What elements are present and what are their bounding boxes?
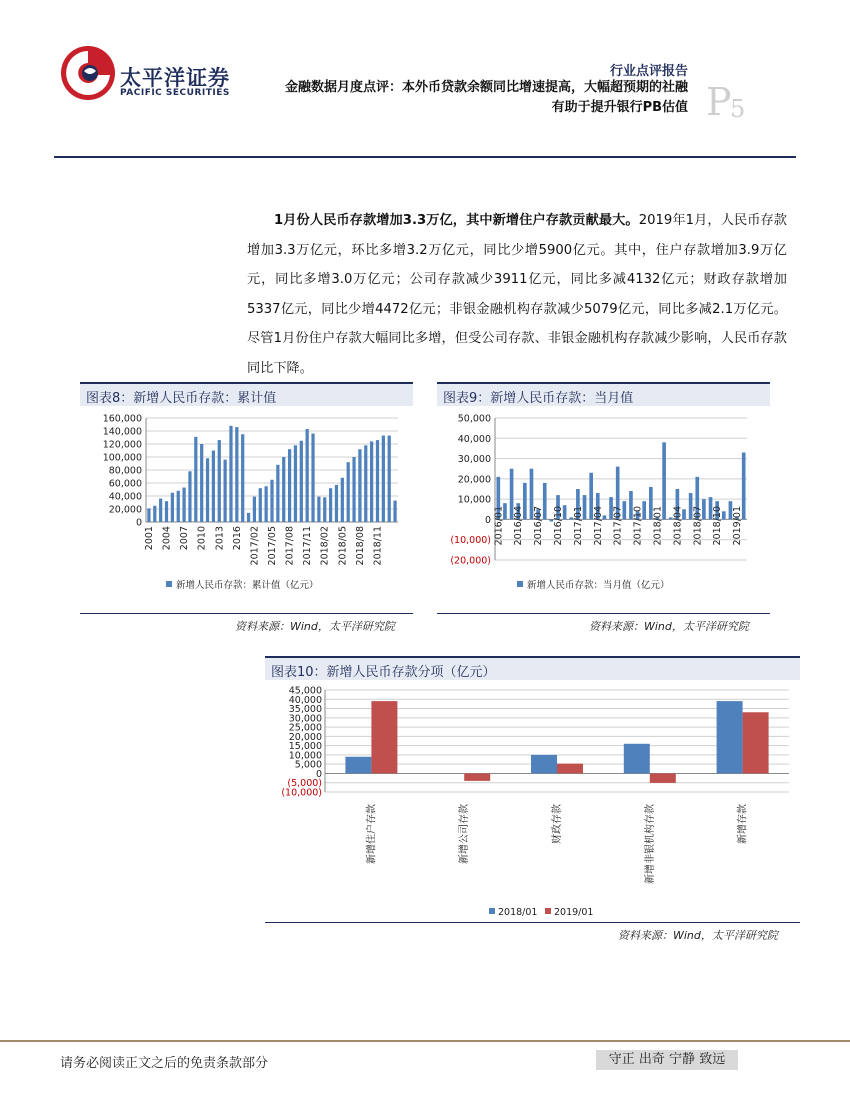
body-paragraph [247,206,787,383]
chart8-bar [241,434,244,522]
chart10-bar-s2 [371,701,397,773]
chart10-bar-s1 [717,701,743,773]
chart10-bar-s2 [557,764,583,774]
chart10-ytick-label: 15,000 [288,741,322,753]
chart8-bar [200,444,203,522]
chart8-bar [317,497,320,522]
chart8-bar [182,488,185,522]
chart8-bar [276,465,279,522]
report-title-line2: 有助于提升银行PB估值 [551,100,688,115]
chart8-xtick-label: 2010 [196,526,208,551]
chart8-bar [311,434,314,522]
chart9-ytick-label: (20,000) [450,555,491,567]
chart8-bar [194,437,197,522]
chart9-source: 资料来源：Wind，太平洋研究院 [589,620,749,633]
chart9-ytick-label: 0 [484,514,491,526]
chart10-bar-s1 [531,755,557,774]
chart8-bar [282,457,285,522]
chart8-xtick-label: 2018/11 [372,526,384,566]
chart9-legend-swatch [517,581,523,587]
chart10-bar-s1 [624,744,650,774]
chart8-source: 资料来源：Wind，太平洋研究院 [235,620,395,633]
chart8-bar [294,445,297,522]
chart8-bar [382,436,385,522]
chart8-xtick-label: 2016 [231,526,243,551]
chart8-bar [388,436,391,522]
chart9-xtick-label: 2018/01 [652,506,664,546]
chart8-bar [335,485,338,522]
chart10-ytick-label: 30,000 [288,713,322,725]
report-title-line1: 金融数据月度点评：本外币贷款余额同比增速提高，大幅超预期的社融 [284,80,688,95]
chart8-bar [352,457,355,522]
chart8-bar [265,486,268,522]
chart9-xtick-label: 2018/10 [712,506,724,546]
chart10-legend-swatch [489,908,495,914]
logo-emblem [60,45,116,101]
chart9-ytick-label: 10,000 [457,494,491,506]
chart8-bar [159,499,162,522]
chart10-category-label: 新增存款 [737,804,749,844]
chart8-plot [80,406,413,609]
chart9-xtick-label: 2016/04 [513,506,525,546]
chart8-ytick-label: 40,000 [108,491,142,503]
chart8-xtick-label: 2018/02 [319,526,331,566]
chart8-bar [188,471,191,522]
body-text: 2019年1月，人民币存款增加3.3万亿元，环比多增3.2万亿元，同比少增5900亿元。其中，住户存款增加3.9万亿元，同比多增3.0万亿元；公司存款减少3911亿元，同比多减4132亿元；财政存款增加5337亿元，同比少增4472亿元；非银金融机构存款减少5079亿元，同比多减2.1万亿元。尽管1月份住户存款大幅同比多增，但受公司存款、非银金融机构存款减少影响，人民币存款同比下降。 [247,213,787,376]
chart8-bar [171,493,174,522]
chart8-xtick-label: 2017/11 [302,526,314,566]
chart8-xtick-label: 2007 [179,526,191,551]
chart8-legend-swatch [166,581,172,587]
chart9-legend-label: 新增人民币存款：当月值（亿元） [527,580,670,591]
chart8-rule [80,613,413,614]
chart9-ytick-label: 40,000 [457,433,491,445]
chart8-bar [218,440,221,522]
chart8-bar [165,501,168,522]
chart10-ytick-label: 10,000 [288,750,322,762]
chart8-title: 图表8：新增人民币存款：累计值 [80,382,413,406]
footer-motto: 守正 出奇 宁静 致远 [596,1050,738,1070]
chart8-bar [323,497,326,522]
chart9-xtick-label: 2017/07 [612,506,624,546]
chart10-bar-s2 [464,773,490,780]
chart10-legend-label: 2018/01 [498,907,538,918]
chart9-xtick-label: 2018/04 [672,506,684,546]
chart8-bar [393,501,396,522]
lead-sentence: 1月份人民币存款增加3.3万亿，其中新增住户存款贡献最大。 [274,213,639,228]
chart8-bar [306,429,309,522]
chart10-plot [265,680,800,918]
chart8-ytick-label: 80,000 [108,465,142,477]
chart10-ytick-label: 35,000 [288,704,322,716]
chart10-category-label: 新增公司存款 [459,804,471,864]
chart10-bar-s2 [650,773,676,782]
chart9-plot [437,406,770,609]
chart8-bar [370,441,373,522]
report-title [188,78,688,118]
chart9-xtick-label: 2016/01 [493,506,505,546]
chart9-xtick-label: 2016/07 [533,506,545,546]
chart10-card [265,656,800,943]
logo-text-en: PACIFIC SECURITIES [120,88,230,98]
chart8-bar [253,497,256,522]
chart8-bar [229,426,232,522]
chart9-card [437,382,770,634]
chart8-bar [376,440,379,522]
chart10-ytick-label: 20,000 [288,731,322,743]
chart9-xtick-label: 2019/01 [732,506,744,546]
chart8-ytick-label: 140,000 [102,426,142,438]
chart8-xtick-label: 2017/08 [284,526,296,566]
chart10-bar-s2 [743,712,769,773]
chart8-ytick-label: 60,000 [108,478,142,490]
chart8-bar [235,427,238,522]
chart8-bar [288,449,291,522]
chart10-ytick-label: 45,000 [288,685,322,697]
chart10-ytick-label: 40,000 [288,694,322,706]
chart10-title: 图表10：新增人民币存款分项（亿元） [265,656,800,680]
chart8-bar [177,491,180,522]
chart8-bar [347,462,350,522]
chart9-xtick-label: 2017/10 [632,506,644,546]
chart10-ytick-label: 25,000 [288,722,322,734]
chart8-ytick-label: 160,000 [102,413,142,425]
chart10-rule [265,922,800,923]
footer-divider [0,1040,850,1042]
chart8-bar [358,449,361,522]
chart8-bar [341,478,344,522]
chart9-xtick-label: 2017/01 [572,506,584,546]
logo-text-cn: 太平洋证券 [120,66,230,90]
chart8-ytick-label: 0 [135,517,142,529]
chart8-bar [212,451,215,523]
chart9-ytick-label: (10,000) [450,535,491,547]
chart8-bar [259,488,262,522]
chart8-bar [329,488,332,522]
chart10-category-label: 财政存款 [552,804,563,844]
chart10-category-label: 新增非银机构存款 [644,804,656,884]
chart8-bar [147,508,150,522]
chart8-xtick-label: 2004 [161,526,173,551]
chart8-bar [206,458,209,522]
chart8-bar [153,506,156,522]
chart8-xtick-label: 2018/08 [354,526,366,566]
chart8-ytick-label: 20,000 [108,504,142,516]
chart9-xtick-label: 2016/10 [553,506,564,546]
header-divider [54,156,796,158]
chart8-bar [224,460,227,522]
chart10-category-label: 新增住户存款 [366,804,378,864]
footer-disclaimer: 请务必阅读正文之后的免责条款部分 [60,1056,269,1071]
chart8-xtick-label: 2001 [143,526,155,551]
report-type: 行业点评报告 [609,64,688,79]
chart8-ytick-label: 100,000 [102,452,142,464]
chart10-legend-label: 2019/01 [554,907,594,918]
chart8-ytick-label: 120,000 [102,439,142,451]
page-letter: P [706,80,732,124]
page-number: 5 [730,95,746,123]
chart9-ytick-label: 20,000 [457,474,491,486]
chart10-ytick-label: (5,000) [287,778,322,790]
chart9-xtick-label: 2017/04 [592,506,604,546]
chart8-xtick-label: 2017/02 [249,526,261,566]
chart9-rule [437,613,770,614]
chart10-ytick-label: 5,000 [294,759,322,771]
chart8-xtick-label: 2018/05 [337,526,349,566]
chart10-ytick-label: (10,000) [281,787,322,799]
chart10-legend-swatch [545,908,551,914]
chart9-xtick-label: 2018/07 [692,506,704,546]
chart8-xtick-label: 2017/05 [267,526,278,566]
chart9-title: 图表9：新增人民币存款：当月值 [437,382,770,406]
chart8-bar [247,513,250,522]
chart10-source: 资料来源：Wind，太平洋研究院 [618,929,778,942]
chart10-ytick-label: 0 [315,768,322,780]
chart8-xtick-label: 2013 [214,526,226,551]
chart10-bar-s1 [345,757,371,774]
chart9-ytick-label: 30,000 [457,454,491,466]
chart8-card [80,382,413,634]
chart9-ytick-label: 50,000 [457,413,491,425]
chart8-bar [300,441,303,522]
chart8-bar [270,480,273,522]
chart8-legend-label: 新增人民币存款：累计值（亿元） [176,580,319,591]
chart8-bar [364,445,367,522]
